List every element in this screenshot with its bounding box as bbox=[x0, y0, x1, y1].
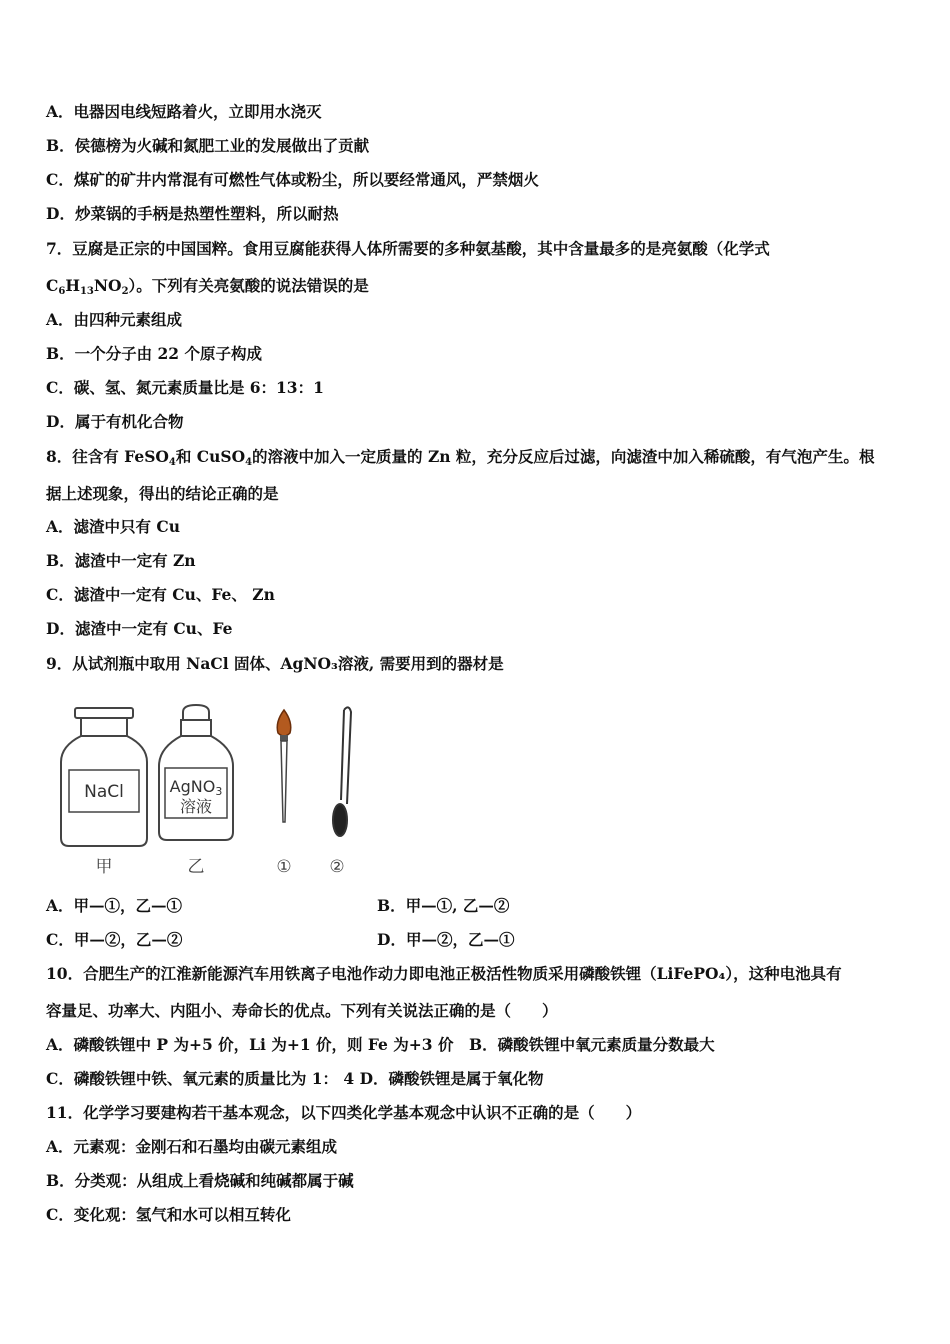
option-c-q8: C．滤渣中一定有 Cu、Fe、 Zn bbox=[46, 585, 275, 604]
option-c-q11: C．变化观：氢气和水可以相互转化 bbox=[46, 1205, 291, 1224]
q8-part-c: 的溶液中加入一定质量的 Zn 粒，充分反应后过滤，向滤渣中加入稀硫酸，有气泡产生。 bbox=[252, 447, 859, 466]
option-a-q9: A．甲—①，乙—① bbox=[46, 896, 183, 915]
question-8-stem bbox=[46, 447, 874, 473]
formula-rest: NO bbox=[93, 276, 122, 295]
options-cd-q10: C．磷酸铁锂中铁、氧元素的质量比为 1： 4 D．磷酸铁锂是属于氧化物 bbox=[46, 1069, 544, 1088]
option-d-q8: D．滤渣中一定有 Cu、Fe bbox=[46, 619, 233, 638]
option-b-q11: B．分类观：从组成上看烧碱和纯碱都属于碱 bbox=[46, 1171, 354, 1190]
question-10-stem: 10．合肥生产的江淮新能源汽车用铁离子电池作动力即电池正极活性物质采用磷酸铁锂（LiFePO₄），这种电池具有 bbox=[46, 964, 842, 983]
option-a-q6: A．电器因电线短路着火，立即用水浇灭 bbox=[46, 102, 322, 121]
jar2-label-sub: 3 bbox=[215, 785, 223, 798]
q8-part-b: 和 CuSO bbox=[175, 447, 246, 466]
jar2-label-1 bbox=[170, 777, 223, 798]
question-8-stem-cont: 据上述现象，得出的结论正确的是 bbox=[46, 484, 279, 503]
option-b-q8: B．滤渣中一定有 Zn bbox=[46, 551, 196, 570]
formula-h: H bbox=[65, 276, 80, 295]
question-7-tail: 。下列有关亮氨酸的说法错误的是 bbox=[136, 276, 369, 295]
tool2-name: ② bbox=[329, 857, 345, 877]
question-10-stem-cont: 容量足、功率大、内阻小、寿命长的优点。下列有关说法正确的是（ ） bbox=[46, 1001, 558, 1020]
q8-part-a: 8．往含有 FeSO bbox=[46, 447, 169, 466]
formula-c-sub: 6 bbox=[58, 286, 66, 297]
jar2-label-2: 溶液 bbox=[179, 797, 213, 816]
jar2-label-main: AgNO bbox=[169, 777, 216, 796]
question-11-stem: 11．化学学习要建构若干基本观念，以下四类化学基本观念中认识不正确的是（ ） bbox=[46, 1103, 642, 1122]
question-9-stem: 9．从试剂瓶中取用 NaCl 固体、AgNO₃溶液, 需要用到的器材是 bbox=[46, 654, 504, 673]
dropper-icon bbox=[277, 710, 291, 822]
question-7-stem-cont bbox=[46, 276, 369, 302]
options-ab-q10: A．磷酸铁锂中 P 为+5 价，Li 为+1 价，则 Fe 为+3 价 B．磷酸铁锂中氧元素质量分数最大 bbox=[46, 1035, 715, 1054]
option-b-q9: B．甲—①, 乙—② bbox=[377, 896, 510, 915]
q8-sub-1: 4 bbox=[168, 457, 176, 468]
reagent-bottle-agno3-icon bbox=[159, 705, 233, 840]
option-a-q7: A．由四种元素组成 bbox=[46, 310, 183, 329]
question-7-stem: 7．豆腐是正宗的中国国粹。食用豆腐能获得人体所需要的多种氨基酸，其中含量最多的是亮氨酸（化学式 bbox=[46, 239, 770, 258]
option-a-q11: A．元素观：金刚石和石墨均由碳元素组成 bbox=[46, 1137, 338, 1156]
option-c-q9: C．甲—②，乙—② bbox=[46, 930, 183, 949]
option-d-q7: D．属于有机化合物 bbox=[46, 412, 184, 431]
apparatus-figure bbox=[55, 700, 375, 880]
apparatus-drawing bbox=[55, 700, 375, 880]
jar1-label: NaCl bbox=[84, 782, 124, 802]
formula-c: C bbox=[46, 276, 59, 295]
formula-o-sub: 2 bbox=[121, 286, 129, 297]
jar1-name: 甲 bbox=[95, 857, 113, 877]
q8-sub-2: 4 bbox=[245, 457, 253, 468]
option-b-q7: B．一个分子由 22 个原子构成 bbox=[46, 344, 262, 363]
option-c-q6: C．煤矿的矿井内常混有可燃性气体或粉尘，所以要经常通风，严禁烟火 bbox=[46, 170, 539, 189]
option-b-q6: B．侯德榜为火碱和氮肥工业的发展做出了贡献 bbox=[46, 136, 370, 155]
q8-part-d: 根 bbox=[858, 447, 875, 466]
reagent-jar-nacl-icon bbox=[61, 708, 147, 846]
option-a-q8: A．滤渣中只有 Cu bbox=[46, 517, 181, 536]
tool1-name: ① bbox=[276, 857, 292, 877]
option-d-q6: D．炒菜锅的手柄是热塑性塑料，所以耐热 bbox=[46, 204, 339, 223]
jar2-name: 乙 bbox=[187, 857, 205, 877]
formula-close: ） bbox=[128, 276, 137, 295]
option-c-q7: C．碳、氢、氮元素质量比是 6：13：1 bbox=[46, 378, 324, 397]
formula-h-sub: 13 bbox=[79, 286, 94, 297]
option-d-q9: D．甲—②，乙—① bbox=[377, 930, 515, 949]
medicine-spoon-icon bbox=[333, 707, 351, 836]
